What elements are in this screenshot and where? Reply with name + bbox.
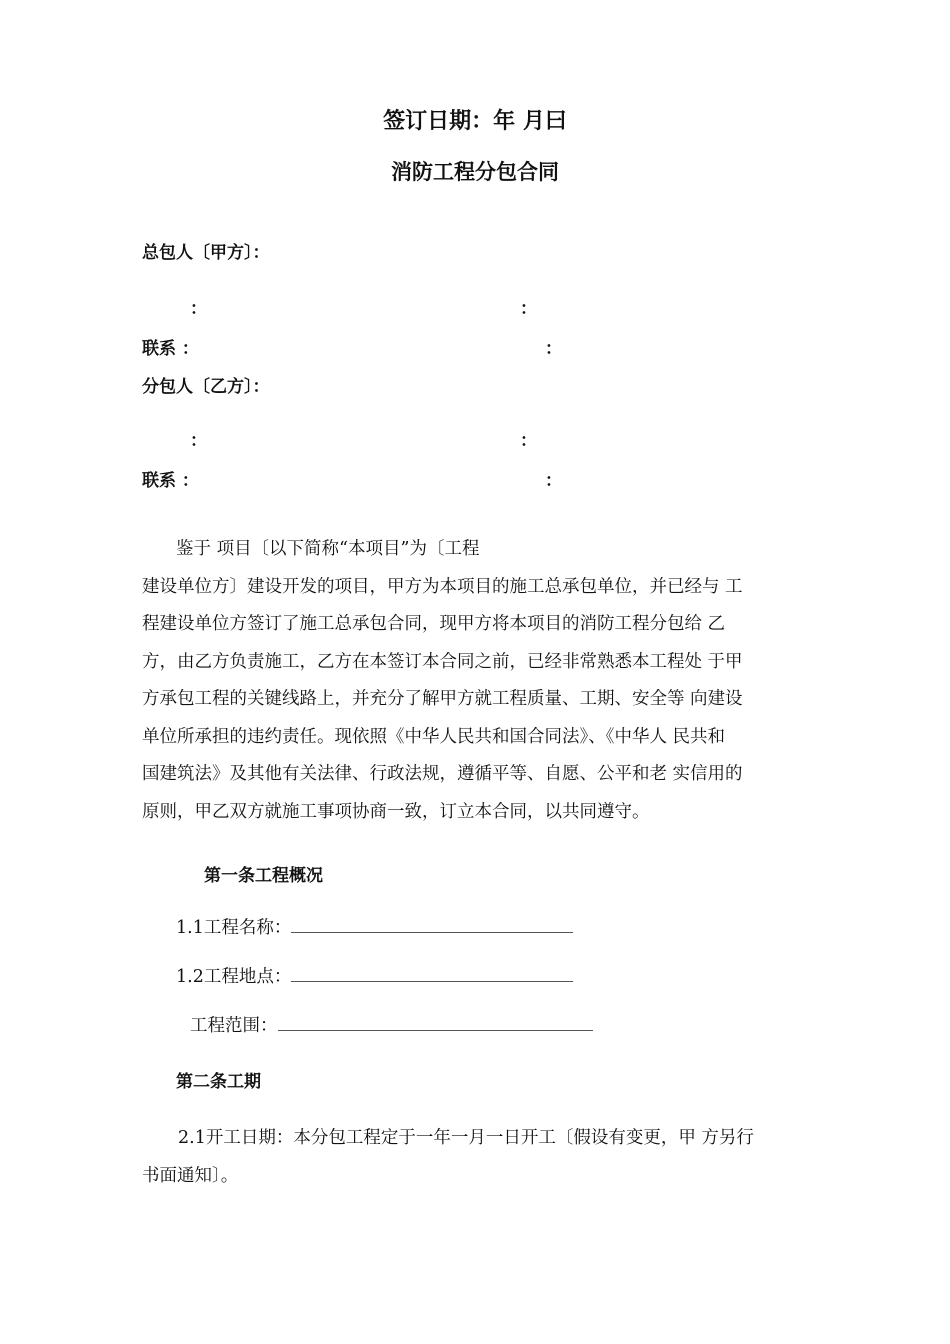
- preamble-line: 单位所承担的违约责任。现依照《中华人民共和国合同法》、《中华人 民共和: [142, 726, 726, 747]
- preamble-line: 国建筑法》及其他有关法律、行政法规，遵循平等、自愿、公平和老 实信用的: [142, 764, 743, 784]
- party-a-contact-colon: ：: [545, 339, 562, 359]
- preamble-line: 方承包工程的关键线路上，并充分了解甲方就工程质量、工期、安全等 向建设: [142, 689, 743, 709]
- project-scope-blank: [278, 1016, 593, 1031]
- party-a-contact-label: 联系 ：: [142, 339, 199, 359]
- party-b-label: 分包人〔乙方〕：: [142, 377, 270, 397]
- party-b-colon-left: ：: [190, 431, 207, 451]
- party-b-contact-colon: ：: [545, 471, 562, 491]
- preamble-line: 程建设单位方签订了施工总承包合同，现甲方将本项目的消防工程分包给 乙: [142, 614, 726, 634]
- party-b-contact-label: 联系 ：: [142, 471, 199, 491]
- party-b-colon-right: ：: [520, 431, 537, 451]
- article-1-heading: 第一条工程概况: [204, 866, 323, 886]
- project-location-blank: [291, 967, 573, 982]
- party-a-colon-left: ：: [190, 299, 207, 319]
- preamble-line: 方，由乙方负责施工，乙方在本签订本合同之前，已经非常熟悉本工程处 于甲: [142, 651, 743, 672]
- project-name-row: [176, 914, 573, 939]
- project-name-label: 1.1工程名称：: [176, 918, 292, 938]
- preamble-line: 原则，甲乙双方就施工事项协商一致，订立本合同，以共同遵守。: [142, 801, 650, 822]
- article-2-heading: 第二条工期: [176, 1072, 261, 1092]
- preamble-line: 鉴于 项目〔以下简称“本项目”为〔工程: [176, 539, 480, 559]
- clause-line: 2.1开工日期：本分包工程定于一年一月一日开工〔假设有变更，甲 方另行: [178, 1128, 754, 1148]
- project-scope-label: 工程范围：: [190, 1016, 278, 1036]
- project-location-label: 1.2工程地点：: [176, 967, 292, 987]
- article-2-clause: [142, 1120, 822, 1195]
- project-name-blank: [291, 918, 573, 933]
- contract-title: 消防工程分包合同: [391, 160, 559, 184]
- preamble-paragraph: [142, 531, 822, 831]
- preamble-line: 建设单位方〕建设开发的项目，甲方为本项目的施工总承包单位，并已经与 工: [142, 576, 743, 597]
- party-a-colon-right: ：: [520, 299, 537, 319]
- project-scope-row: [190, 1012, 593, 1037]
- party-a-label: 总包人〔甲方〕：: [142, 243, 270, 263]
- project-location-row: [176, 963, 573, 988]
- clause-line: 书面通知〕。: [142, 1165, 239, 1186]
- sign-date-heading: 签订日期：年 月曰: [383, 109, 567, 134]
